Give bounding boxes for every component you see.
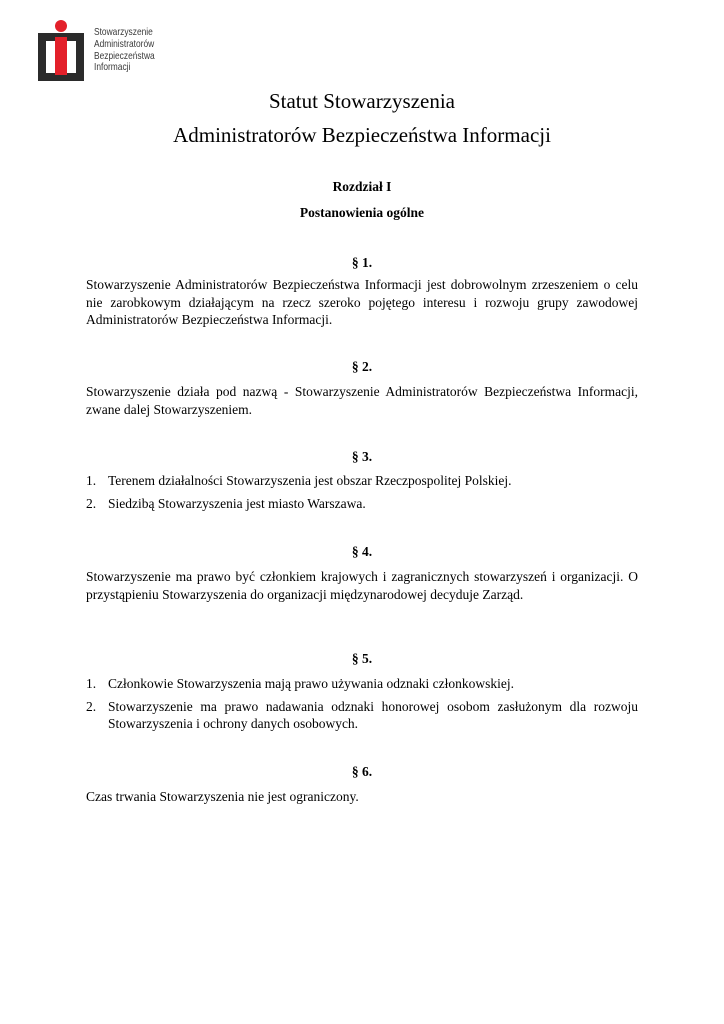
chapter-label: Rozdział I: [332, 179, 392, 194]
section-6-text: Czas trwania Stowarzyszenia nie jest ograniczony.: [86, 789, 359, 804]
logo-line-4: Informacji: [94, 61, 131, 74]
logo-line-2: Administratorów: [94, 37, 155, 50]
list-item-text: Stowarzyszenie ma prawo nadawania odznaki honorowej osobom zasłużonym dla rozwoju Stowarzyszenia i ochrony danych osobowych.: [108, 698, 638, 731]
section-2-heading: § 2.: [351, 359, 373, 374]
document-title-line-2: Administratorów Bezpieczeństwa Informacji: [173, 123, 551, 147]
list-item-number: 2.: [86, 495, 97, 511]
section-4-heading: § 4.: [351, 544, 373, 559]
logo-red-dot: [55, 20, 67, 32]
section-1-text: Stowarzyszenie Administratorów Bezpieczeństwa Informacji jest dobrowolnym zrzeszeniem o celu nie zarobkowym działającym na rzecz szeroko pojętego interesu i rozwoju grupy zawodowej Administratorów Bezpieczeństwa Informacji.: [86, 277, 638, 327]
logo-line-1: Stowarzyszenie: [94, 26, 153, 38]
list-item: [86, 495, 638, 513]
logo-wordmark: [94, 27, 155, 74]
list-item-number: 1.: [86, 473, 97, 488]
section-3-list: [86, 472, 638, 517]
list-item: [86, 698, 638, 733]
list-item: [86, 472, 638, 490]
list-item-text: Członkowie Stowarzyszenia mają prawo używania odznaki członkowskiej.: [108, 676, 514, 691]
document-title-line-1: Statut Stowarzyszenia: [268, 89, 456, 113]
section-6-heading: § 6.: [351, 764, 373, 779]
list-item-text: Terenem działalności Stowarzyszenia jest obszar Rzeczpospolitej Polskiej.: [108, 473, 512, 488]
chapter-name: Postanowienia ogólne: [299, 205, 425, 220]
list-item-number: 2.: [86, 698, 97, 714]
section-5-list: [86, 675, 638, 738]
list-item-text: Siedzibą Stowarzyszenia jest miasto Warszawa.: [108, 495, 366, 511]
logo-line-3: Bezpieczeństwa: [94, 49, 155, 62]
list-item-number: 1.: [86, 676, 97, 691]
section-3-heading: § 3.: [351, 449, 373, 464]
section-1-heading: § 1.: [351, 255, 373, 270]
list-item: [86, 675, 638, 693]
section-4-text: Stowarzyszenie ma prawo być członkiem krajowych i zagranicznych stowarzyszeń i organizacji. O przystąpieniu Stowarzyszenia do organizacji międzynarodowej decyduje Zarząd.: [86, 569, 638, 602]
section-2-text: Stowarzyszenie działa pod nazwą - Stowarzyszenie Administratorów Bezpieczeństwa Informacji, zwane dalej Stowarzyszeniem.: [86, 384, 638, 417]
logo-red-bar: [55, 37, 67, 75]
section-5-heading: § 5.: [351, 651, 373, 666]
